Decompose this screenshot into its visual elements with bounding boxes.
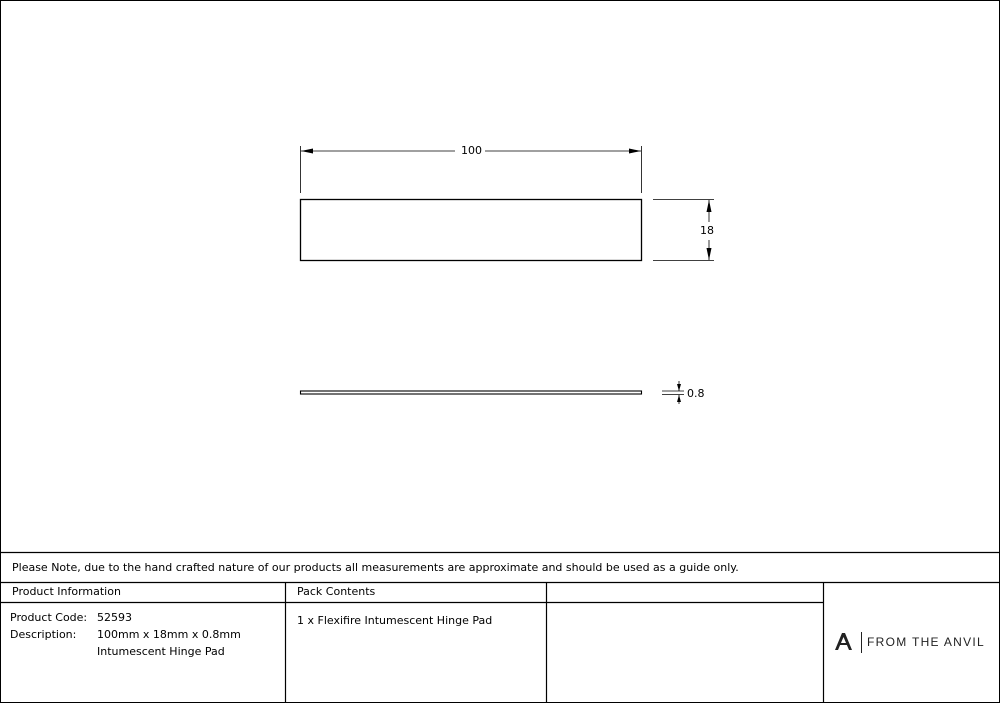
product-code-label: Product Code: xyxy=(10,611,88,624)
description-line-1: 100mm x 18mm x 0.8mm xyxy=(97,628,241,641)
product-information-header: Product Information xyxy=(12,585,121,598)
width-dimension-label: 100 xyxy=(461,144,482,157)
height-dimension-label: 18 xyxy=(700,224,714,237)
description-label: Description: xyxy=(10,628,77,641)
product-code-value: 52593 xyxy=(97,611,132,624)
thickness-dimension-label: 0.8 xyxy=(687,387,705,400)
description-line-2: Intumescent Hinge Pad xyxy=(97,645,225,658)
pack-contents-header: Pack Contents xyxy=(297,585,376,598)
measurement-note: Please Note, due to the hand crafted nature of our products all measurements are approximate and should be used as a guide only. xyxy=(12,561,739,574)
sheet-border xyxy=(1,1,1000,703)
brand-logo-text: FROM THE ANVIL xyxy=(867,635,985,649)
pack-contents-item: 1 x Flexifire Intumescent Hinge Pad xyxy=(297,614,493,627)
